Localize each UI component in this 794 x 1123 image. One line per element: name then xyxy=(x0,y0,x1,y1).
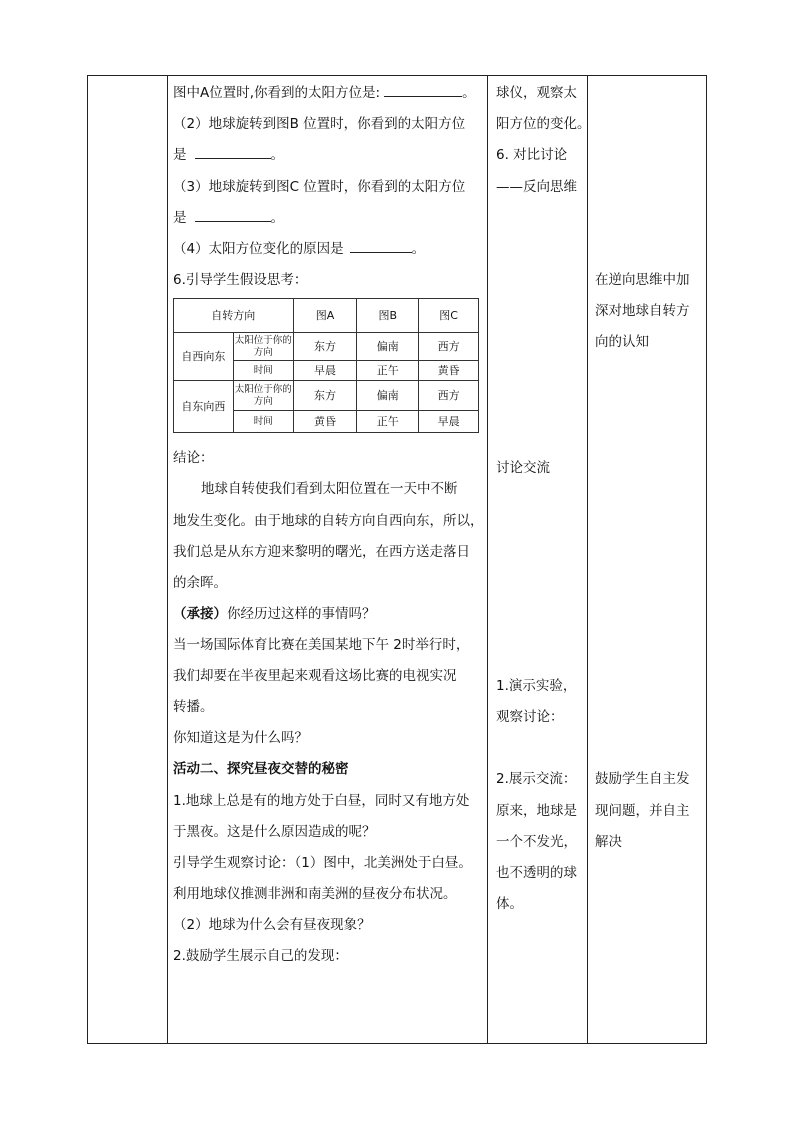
question-line-4: （3）地球旋转到图C 位置时，你看到的太阳方位 xyxy=(173,179,466,195)
answer-blank[interactable] xyxy=(384,84,462,97)
student-line: 原来，地球是 xyxy=(496,803,577,819)
prompt-line: 6.引导学生假设思考： xyxy=(173,272,308,288)
table-header-cell: 自转方向 xyxy=(174,299,294,333)
answer-blank[interactable] xyxy=(195,146,271,159)
intent-line: 鼓励学生自主发 xyxy=(595,771,690,787)
table-cell: 西方 xyxy=(419,333,479,361)
student-line: 体。 xyxy=(496,896,523,912)
question-line-1: 图中A位置时,你看到的太阳方位是: 。 xyxy=(173,85,476,101)
transition-line: （承接）你经历过这样的事情吗？ xyxy=(173,606,376,622)
table-header-cell: 图A xyxy=(293,299,357,333)
table-header-row xyxy=(174,299,479,333)
question-line-2: （2）地球旋转到图B 位置时，你看到的太阳方位 xyxy=(173,116,466,132)
activity-2-line: （2）地球为什么会有昼夜现象？ xyxy=(173,917,371,933)
table-cell: 正午 xyxy=(357,361,419,381)
table-group-label: 自西向东 xyxy=(174,333,234,381)
table-cell: 正午 xyxy=(357,411,419,433)
table-cell: 偏南 xyxy=(357,333,419,361)
activity-2-line: 于黑夜。这是什么原因造成的呢？ xyxy=(173,824,376,840)
student-line: 6. 对比讨论 xyxy=(496,147,568,163)
conclusion-line: 的余晖。 xyxy=(173,575,227,591)
activity-2-line: 引导学生观察讨论：（1）图中，北美洲处于白昼。 xyxy=(173,855,472,871)
activity-2-line: 1.地球上总是有的地方处于白昼，同时又有地方处 xyxy=(173,793,470,809)
question-line-5: 是 。 xyxy=(173,210,284,226)
table-row-label: 时间 xyxy=(233,411,293,433)
transition-body-line: 我们却要在半夜里起来观看这场比赛的电视实况 xyxy=(173,668,457,684)
conclusion-line: 地发生变化。由于地球的自转方向自西向东，所以， xyxy=(173,513,484,529)
transition-body-line: 转播。 xyxy=(173,699,214,715)
activity-2-title: 活动二、探究昼夜交替的秘密 xyxy=(173,761,349,777)
table-row-label: 太阳位于你的方向 xyxy=(233,381,293,411)
rotation-direction-table xyxy=(173,298,479,433)
student-line: 阳方位的变化。 xyxy=(496,116,591,132)
student-line: 1.演示实验， xyxy=(496,678,577,694)
table-cell: 早晨 xyxy=(419,411,479,433)
table-cell: 偏南 xyxy=(357,381,419,411)
activity-2-line: 2.鼓励学生展示自己的发现： xyxy=(173,948,348,964)
student-line: 2.展示交流： xyxy=(496,771,577,787)
table-cell: 西方 xyxy=(419,381,479,411)
student-line: 一个不发光， xyxy=(496,834,577,850)
table-group-label: 自东向西 xyxy=(174,381,234,433)
student-line: 也不透明的球 xyxy=(496,865,577,881)
conclusion-line: 地球自转使我们看到太阳位置在一天中不断 xyxy=(201,481,458,497)
intent-line: 深对地球自转方 xyxy=(595,303,690,319)
intent-line: 向的认知 xyxy=(595,334,649,350)
question-line-3: 是 。 xyxy=(173,147,284,163)
table-row-label: 时间 xyxy=(233,361,293,381)
transition-body-line: 你知道这是为什么吗？ xyxy=(173,730,308,746)
table-header-cell: 图B xyxy=(357,299,419,333)
table-cell: 东方 xyxy=(293,333,357,361)
student-line: 观察讨论： xyxy=(496,709,564,725)
question-line-6: （4）太阳方位变化的原因是 。 xyxy=(173,241,426,257)
column-divider-1 xyxy=(167,75,168,1044)
intent-line: 解决 xyxy=(595,834,622,850)
answer-blank[interactable] xyxy=(195,209,271,222)
table-cell: 早晨 xyxy=(293,361,357,381)
table-cell: 黄昏 xyxy=(419,361,479,381)
student-line: 讨论交流 xyxy=(496,460,550,476)
conclusion-title: 结论： xyxy=(173,450,214,466)
student-line: ——反向思维 xyxy=(496,179,577,195)
activity-2-line: 利用地球仪推测非洲和南美洲的昼夜分布状况。 xyxy=(173,886,457,902)
column-divider-3 xyxy=(587,75,588,1044)
intent-line: 现问题，并自主 xyxy=(595,803,690,819)
table-row xyxy=(174,381,479,411)
table-row-label: 太阳位于你的方向 xyxy=(233,333,293,361)
transition-body-line: 当一场国际体育比赛在美国某地下午 2时举行时， xyxy=(173,637,470,653)
table-cell: 东方 xyxy=(293,381,357,411)
answer-blank[interactable] xyxy=(350,240,412,253)
table-row xyxy=(174,333,479,361)
intent-line: 在逆向思维中加 xyxy=(595,272,690,288)
table-cell: 黄昏 xyxy=(293,411,357,433)
column-divider-2 xyxy=(487,75,488,1044)
table-header-cell: 图C xyxy=(419,299,479,333)
student-line: 球仪，观察太 xyxy=(496,85,577,101)
conclusion-line: 我们总是从东方迎来黎明的曙光，在西方送走落日 xyxy=(173,544,470,560)
